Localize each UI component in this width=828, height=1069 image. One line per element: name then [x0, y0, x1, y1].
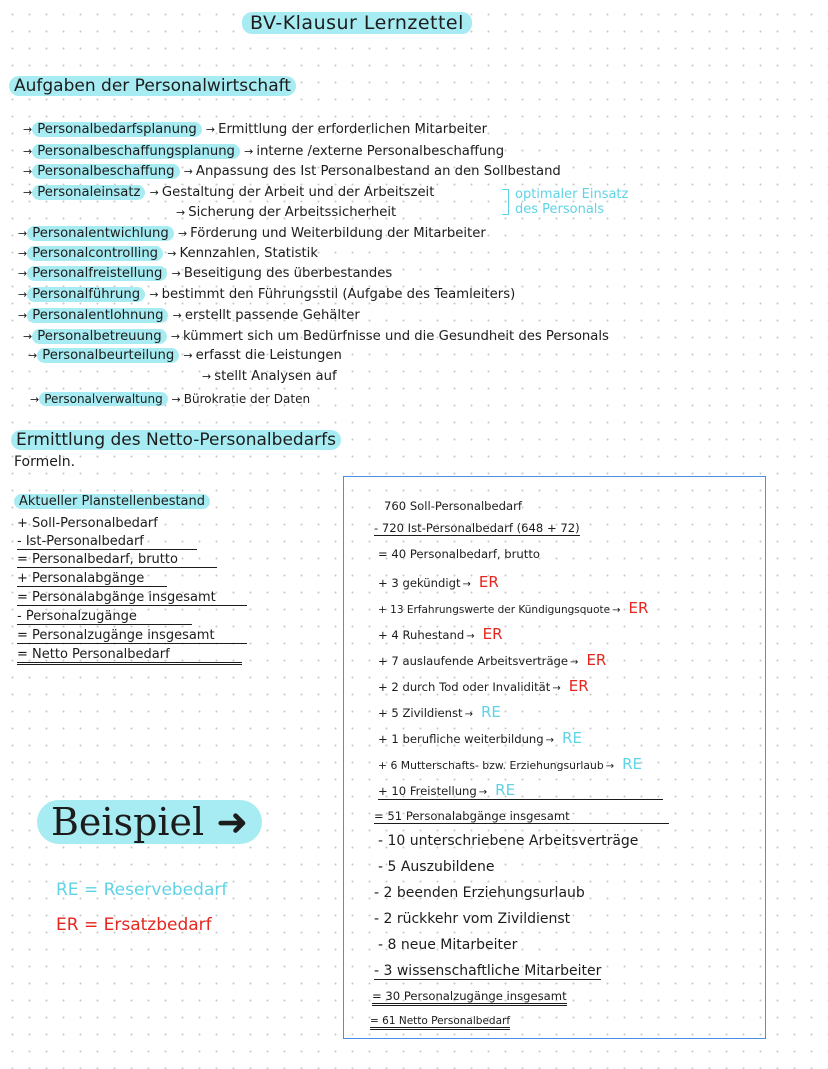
arrow-icon: →	[18, 267, 28, 280]
item-desc: Kennzahlen, Statistik	[179, 246, 318, 261]
re-tag: RE	[480, 703, 501, 721]
example-row: = 40 Personalbedarf, brutto	[378, 547, 540, 561]
item-desc: Ermittlung der erforderlichen Mitarbeiter	[218, 122, 488, 137]
beispiel-label	[40, 800, 262, 844]
example-row: + 5 Zivildienst → RE	[378, 703, 501, 721]
arrow-icon: →	[177, 227, 188, 240]
arrow-icon: →	[18, 288, 28, 301]
item-term: Personalführung	[27, 287, 145, 302]
example-row: - 2 beenden Erziehungsurlaub	[374, 885, 585, 901]
arrow-icon: →	[23, 186, 33, 199]
item-desc: erfasst die Leistungen	[195, 348, 342, 363]
arrow-icon: →	[18, 247, 28, 260]
note-line1: optimaler Einsatz	[515, 187, 629, 202]
item-desc: Beseitigung des überbestandes	[183, 266, 393, 281]
arrow-icon: →	[176, 206, 186, 219]
list-item	[18, 226, 486, 241]
legend-er: ER = Ersatzbedarf	[56, 915, 212, 935]
item-desc: kümmert sich um Bedürfnisse und die Gesundheit des Personals	[183, 329, 609, 344]
example-box	[343, 476, 766, 1039]
er-tag: ER	[568, 677, 589, 695]
example-row: = 30 Personalzugänge insgesamt	[372, 989, 567, 1006]
beispiel-text: Beispiel	[51, 800, 205, 844]
arrow-icon: →	[244, 145, 254, 158]
arrow-icon: →	[205, 123, 216, 136]
example-row: + 4 Ruhestand → ER	[378, 625, 503, 643]
er-tag: ER	[478, 573, 499, 591]
formula-heading: Aktueller Planstellenbestand	[14, 494, 210, 509]
note-line2: des Personals	[515, 202, 605, 217]
arrow-icon: →	[183, 349, 193, 362]
item-term: Personalverwaltung	[39, 392, 167, 406]
er-tag: ER	[482, 625, 503, 643]
example-row: - 3 wissenschaftliche Mitarbeiter	[374, 963, 602, 979]
section-heading-aufgaben	[12, 76, 296, 96]
arrow-icon: →	[172, 309, 182, 322]
item-term: Personalentlohnung	[27, 308, 168, 323]
list-item	[28, 348, 342, 363]
arrow-icon: →	[18, 227, 28, 240]
arrow-icon: →	[149, 186, 159, 199]
list-item-sub	[176, 205, 396, 220]
list-item-sub	[202, 369, 337, 384]
note-optimal-einsatz	[502, 187, 628, 217]
formula-row: - Ist-Personalbedarf	[17, 534, 197, 550]
arrow-icon: →	[30, 393, 40, 406]
list-item	[23, 164, 561, 179]
example-row: - 10 unterschriebene Arbeitsverträge	[378, 833, 639, 849]
example-row: 760 Soll-Personalbedarf	[384, 499, 522, 513]
example-row: + 13 Erfahrungswerte der Kündigungsquote → ER	[378, 599, 649, 617]
item-term: Personalbeschaffungsplanung	[32, 144, 240, 159]
legend-re: RE = Reservebedarf	[56, 880, 228, 900]
re-tag: RE	[622, 755, 642, 773]
list-item	[18, 246, 318, 261]
formula-row: = Personalzugänge insgesamt	[17, 628, 247, 644]
example-row: + 2 durch Tod oder Invalidität → ER	[378, 677, 589, 695]
arrow-icon: →	[167, 247, 177, 260]
example-row: = 61 Netto Personalbedarf	[370, 1015, 510, 1030]
item-desc: Gestaltung der Arbeit und der Arbeitszeit	[161, 185, 435, 200]
item-term: Personalbedarfsplanung	[32, 122, 202, 137]
formula-row: - Personalzugänge	[17, 609, 192, 625]
list-item	[23, 329, 609, 344]
example-row: - 5 Auszubildene	[378, 859, 495, 875]
formula-row: = Personalbedarf, brutto	[17, 552, 217, 568]
list-item	[30, 392, 310, 406]
bracket-icon	[502, 189, 509, 215]
arrow-icon: →	[23, 165, 33, 178]
item-term: Personalbeschaffung	[32, 164, 179, 179]
item-term: Personalcontrolling	[27, 246, 163, 261]
re-tag: RE	[562, 729, 582, 747]
item-term: Personalbeurteilung	[37, 348, 179, 363]
list-item	[18, 287, 515, 302]
arrow-icon: →	[23, 330, 33, 343]
item-term: Personaleinsatz	[32, 185, 145, 200]
formula-row: = Personalabgänge insgesamt	[17, 590, 247, 606]
list-item	[23, 144, 504, 159]
arrow-icon: →	[202, 370, 212, 383]
item-desc: Anpassung des Ist Personalbestand an den Sollbestand	[195, 164, 561, 179]
arrow-icon: →	[171, 267, 181, 280]
example-row: - 720 Ist-Personalbedarf (648 + 72)	[374, 521, 580, 535]
formula-row: = Netto Personalbedarf	[17, 647, 242, 665]
item-desc: Bürokratie der Daten	[183, 392, 311, 406]
formula-row: + Personalabgänge	[17, 571, 167, 587]
example-row: = 51 Personalabgänge insgesamt	[374, 809, 669, 824]
example-row: - 2 rückkehr vom Zivildienst	[374, 911, 571, 927]
arrow-icon: →	[23, 123, 33, 136]
example-row: + 10 Freistellung → RE	[378, 781, 663, 800]
arrow-icon: →	[18, 309, 28, 322]
formula-row: + Soll-Personalbedarf	[17, 516, 158, 531]
item-desc: interne /externe Personalbeschaffung	[256, 144, 505, 159]
re-tag: RE	[495, 781, 516, 799]
arrow-icon: →	[170, 330, 181, 343]
arrow-icon: →	[149, 288, 159, 301]
arrow-icon: →	[23, 145, 33, 158]
item-desc: Förderung und Weiterbildung der Mitarbeiter	[190, 226, 486, 241]
item-desc: erstellt passende Gehälter	[184, 308, 360, 323]
list-item	[18, 266, 392, 281]
arrow-icon: →	[28, 349, 38, 362]
arrow-icon: →	[183, 165, 193, 178]
er-tag: ER	[628, 599, 649, 617]
item-term: Personalentwichlung	[27, 226, 174, 241]
example-row: + 3 gekündigt → ER	[378, 573, 499, 591]
example-row: + 6 Mutterschafts- bzw. Erziehungsurlaub → RE	[378, 755, 642, 773]
section-heading-text: Ermittlung des Netto-Personalbedarfs	[11, 430, 341, 450]
list-item	[23, 185, 434, 200]
er-tag: ER	[586, 651, 607, 669]
item-term: Personalfreistellung	[27, 266, 167, 281]
arrow-right-icon: ➜	[216, 800, 249, 844]
page-title	[245, 12, 472, 34]
example-row: - 8 neue Mitarbeiter	[378, 937, 518, 953]
list-item	[23, 122, 487, 137]
section-sub: Formeln.	[14, 454, 76, 470]
title-text: BV-Klausur Lernzettel	[242, 12, 472, 34]
section-heading-text: Aufgaben der Personalwirtschaft	[9, 76, 296, 96]
arrow-icon: →	[171, 393, 181, 406]
example-row: + 1 berufliche weiterbildung → RE	[378, 729, 582, 747]
section-heading-netto	[14, 430, 341, 450]
item-term: Personalbetreuung	[32, 329, 166, 344]
example-row: + 7 auslaufende Arbeitsverträge → ER	[378, 651, 607, 669]
item-desc: Sicherung der Arbeitssicherheit	[188, 205, 397, 220]
list-item	[18, 308, 360, 323]
item-desc: stellt Analysen auf	[214, 369, 337, 384]
item-desc: bestimmt den Führungsstil (Aufgabe des Teamleiters)	[161, 287, 516, 302]
